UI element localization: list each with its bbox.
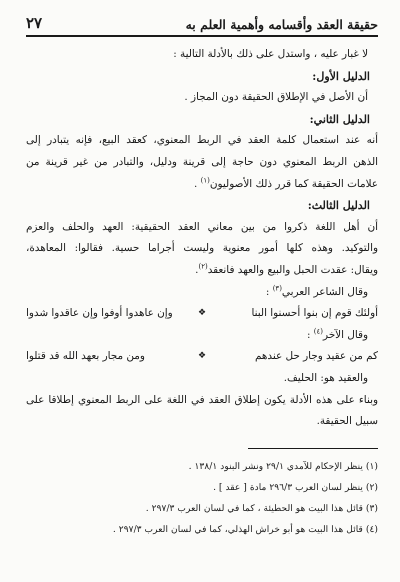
line-text: علامات الحقيقة كما قرر ذلك الأصوليون	[209, 177, 378, 190]
verse-second-hemistich: وإن عاهدوا أوفوا وإن عاقدوا شدوا	[25, 307, 173, 320]
verse-second-hemistich: ومن مجار بعهد الله قد قتلوا	[25, 350, 145, 363]
main-text	[26, 44, 378, 433]
footnote-ref[interactable]: (٢)	[198, 262, 208, 271]
text-line	[26, 87, 378, 109]
text-line	[26, 260, 378, 282]
footnote: (١) ينظر الإحكام للآمدي ٢٩/١ ونشر البنود ١٣٨/١ .	[188, 461, 378, 472]
text-line	[26, 238, 378, 260]
section-heading	[26, 109, 378, 131]
line-punctuation: :	[265, 285, 273, 298]
line-text: والتوكيد. وهذه كلها أمور معنوية وليست أجراما حسية. فقالوا: المعاهدة،	[26, 242, 378, 255]
line-text: وقال الشاعر العربي	[281, 285, 368, 298]
text-line	[26, 174, 378, 196]
section-heading	[26, 66, 378, 88]
text-line	[26, 411, 378, 433]
line-text: أن أهل اللغة ذكروا من بين معاني العقد الحقيقية: العهد والحلف والعزم	[26, 220, 378, 233]
footnote-ref[interactable]: (٣)	[272, 284, 282, 293]
verse-separator-icon: ❖	[197, 351, 207, 362]
verse-separator-icon: ❖	[197, 308, 207, 319]
line-punctuation: .	[195, 263, 199, 276]
footnote: (٣) قائل هذا البيت هو الحطيئة ، كما في لسان العرب ٢٩٧/٣ .	[145, 503, 378, 514]
footnote-ref[interactable]: (٤)	[313, 327, 324, 336]
verse-first-hemistich: أولئك قوم إن بنوا أحسنوا البنا	[251, 307, 378, 320]
poem-verse	[26, 303, 378, 325]
line-text: الدليل الثاني:	[309, 112, 370, 126]
line-text: ويقال: عقدت الحبل والبيع والعهد فانعقد	[207, 263, 378, 276]
text-line	[26, 390, 378, 412]
line-text: الدليل الثالث:	[307, 199, 370, 213]
footnote-separator	[248, 448, 378, 449]
running-header	[26, 10, 378, 37]
section-heading	[26, 195, 378, 217]
page-number: ٢٧	[26, 14, 43, 32]
text-line	[26, 130, 378, 152]
poem-verse	[26, 346, 378, 368]
line-punctuation: .	[194, 177, 201, 190]
footnote: (٤) قائل هذا البيت هو أبو خراش الهذلي، كما في لسان العرب ٢٩٧/٣ .	[112, 524, 378, 535]
line-text: الذهن الربط المعنوي دون حاجة إلى قرينة ودليل، والتبادر من غير قرينة من	[26, 155, 378, 168]
line-text: سبيل الحقيقة.	[316, 415, 378, 428]
text-line	[26, 282, 378, 304]
footnote-ref[interactable]: (١)	[200, 176, 210, 185]
text-line	[26, 44, 378, 66]
line-text: أنه عند استعمال كلمة العقد في الربط المعنوي، كعقد البيع، فإنه يتبادر إلى	[26, 134, 378, 147]
line-text: لا غبار عليه ، واستدل على ذلك بالأدلة التالية :	[173, 48, 368, 60]
line-text: والعقيد هو: الحليف.	[283, 371, 368, 384]
line-text: الدليل الأول:	[312, 69, 370, 83]
chapter-title: حقيقة العقد وأقسامه وأهمية العلم به	[185, 17, 378, 32]
text-line	[26, 325, 378, 347]
verse-first-hemistich: كم من عقيد وجار حل عندهم	[255, 350, 378, 363]
line-text: أن الأصل في الإطلاق الحقيقة دون المجاز .	[184, 91, 368, 104]
line-text: وقال الآخر	[323, 328, 368, 341]
text-line	[26, 152, 378, 174]
text-line	[26, 368, 378, 390]
line-punctuation: :	[306, 328, 314, 341]
line-text: وبناء على هذه الأدلة يكون إطلاق العقد في اللغة على الربط المعنوي إطلاقا على	[26, 393, 378, 406]
text-line	[26, 217, 378, 239]
footnote: (٢) ينظر لسان العرب ٢٩٦/٣ مادة [ عقد ] .	[213, 482, 378, 493]
footnotes	[26, 456, 378, 540]
